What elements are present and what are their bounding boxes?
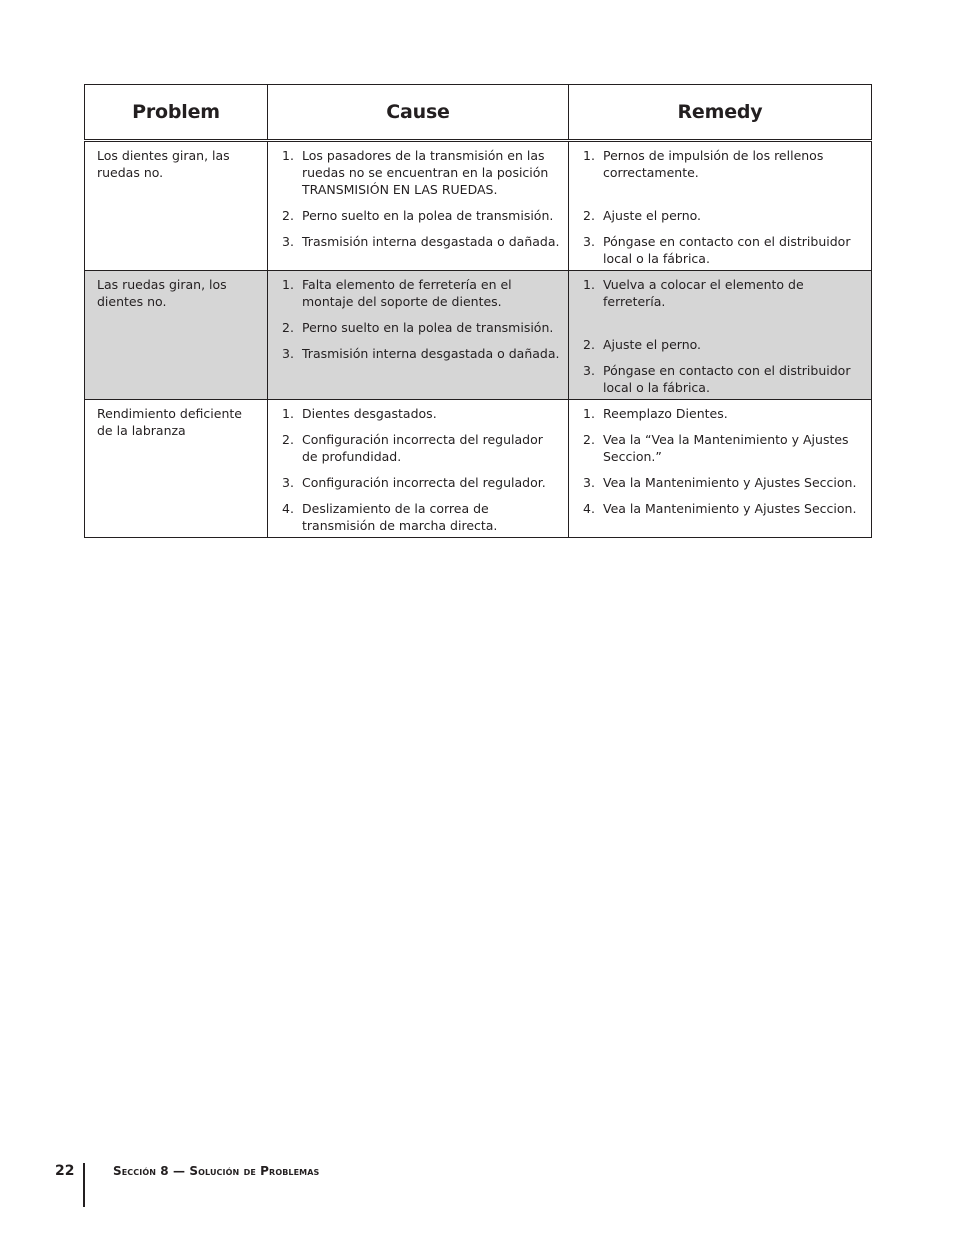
cause-cell [268, 400, 569, 538]
header-problem: Problem [85, 85, 268, 141]
problem-cell [85, 141, 268, 271]
header-cause: Cause [268, 85, 569, 141]
problem-text: Las ruedas giran, los dientes no. [97, 277, 227, 309]
remedy-list [583, 147, 863, 267]
remedy-list [583, 276, 863, 396]
list-item: 1. Reemplazo Dientes. [583, 406, 728, 421]
cause-cell [268, 271, 569, 400]
list-item: 2. Configuración incorrecta del regulador de profundidad. [282, 432, 543, 464]
table-row [85, 271, 872, 400]
troubleshooting-table [84, 84, 872, 538]
list-item: 3. Configuración incorrecta del regulador. [282, 475, 546, 490]
problem-text: Los dientes giran, las ruedas no. [97, 148, 230, 180]
list-item: 3. Vea la Mantenimiento y Ajustes Seccion. [583, 475, 857, 490]
remedy-cell [569, 271, 872, 400]
cause-list [282, 147, 560, 250]
remedy-cell [569, 400, 872, 538]
list-item: 3. Trasmisión interna desgastada o dañada. [282, 234, 560, 249]
list-item: 2. Ajuste el perno. [583, 337, 702, 352]
cause-cell [268, 141, 569, 271]
remedy-list [583, 405, 863, 517]
list-item: 1. Pernos de impulsión de los rellenos correctamente. [583, 148, 824, 180]
section-title: Sección 8 — Solución de Problemas [113, 1164, 320, 1178]
list-item: 4. Deslizamiento de la correa de transmisión de marcha directa. [282, 501, 498, 533]
problem-cell [85, 400, 268, 538]
list-item: 1. Los pasadores de la transmisión en las ruedas no se encuentran en la posición TRANSMISIÓN EN LAS RUEDAS. [282, 148, 549, 197]
list-item: 2. Ajuste el perno. [583, 208, 702, 223]
page-number: 22 [55, 1163, 75, 1179]
remedy-cell [569, 141, 872, 271]
list-item: 2. Perno suelto en la polea de transmisión. [282, 208, 554, 223]
list-item: 3. Póngase en contacto con el distribuidor local o la fábrica. [583, 363, 851, 395]
footer-divider [83, 1163, 85, 1207]
list-item: 1. Dientes desgastados. [282, 406, 437, 421]
problem-cell [85, 271, 268, 400]
table-row [85, 400, 872, 538]
problem-text: Rendimiento deficiente de la labranza [97, 406, 242, 438]
list-item: 3. Trasmisión interna desgastada o dañada. [282, 346, 560, 361]
list-item: 1. Vuelva a colocar el elemento de ferretería. [583, 277, 804, 309]
list-item: 2. Vea la “Vea la Mantenimiento y Ajustes Seccion.” [583, 432, 849, 464]
header-remedy: Remedy [569, 85, 872, 141]
table-row [85, 141, 872, 271]
cause-list [282, 276, 560, 362]
list-item: 4. Vea la Mantenimiento y Ajustes Seccion. [583, 501, 857, 516]
page-footer [0, 1160, 954, 1208]
list-item: 3. Póngase en contacto con el distribuidor local o la fábrica. [583, 234, 851, 266]
list-item: 2. Perno suelto en la polea de transmisión. [282, 320, 554, 335]
list-item: 1. Falta elemento de ferretería en el montaje del soporte de dientes. [282, 277, 512, 309]
table-header-row [85, 85, 872, 141]
cause-list [282, 405, 560, 534]
